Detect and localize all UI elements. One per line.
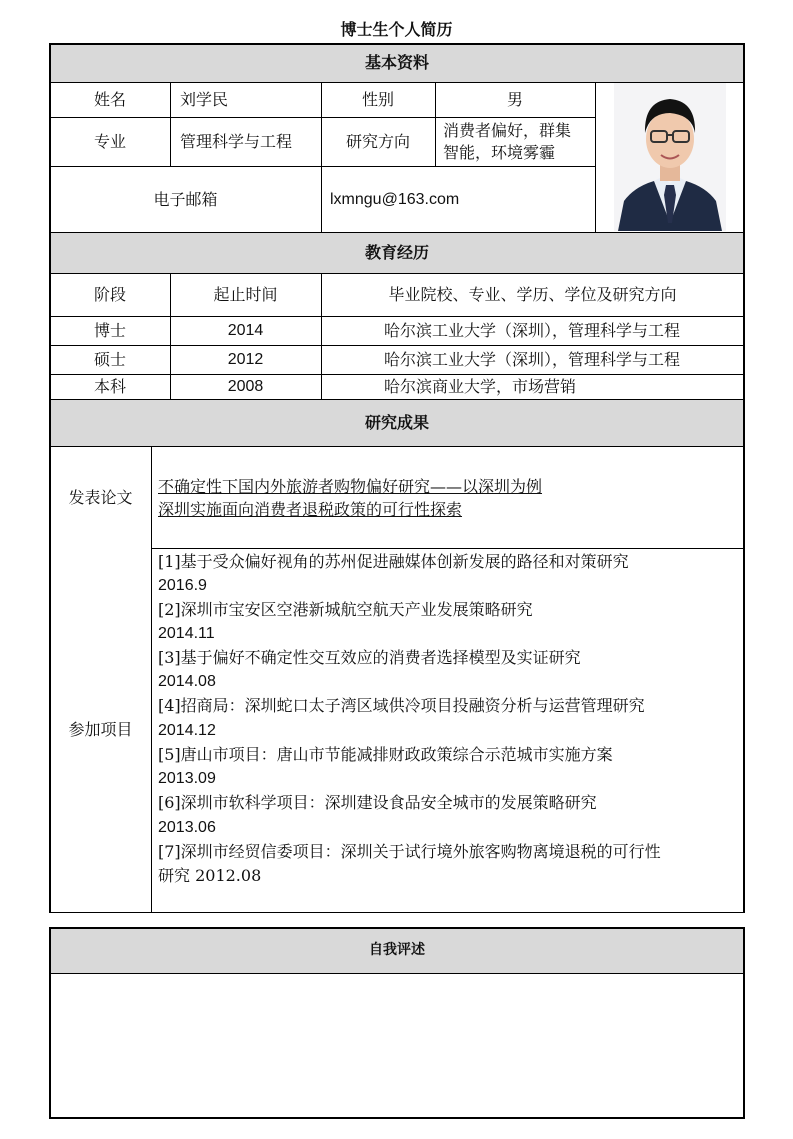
email-label: 电子邮箱 [153, 190, 218, 209]
profile-photo [614, 83, 726, 231]
major-value: 管理科学与工程 [180, 132, 293, 151]
edu-row-year: 2012 [227, 351, 264, 368]
project-title: [3]基于偏好不确定性交互效应的消费者选择模型及实证研究 [158, 648, 581, 667]
project-title: [5]唐山市项目：唐山市节能减排财政政策综合示范城市实施方案 [158, 745, 613, 764]
major-label: 专业 [93, 132, 126, 151]
edu-col-time: 起止时间 [213, 285, 278, 304]
gender-label: 性别 [361, 90, 394, 109]
research-direction-line1: 消费者偏好，群集 [443, 121, 572, 140]
name-label: 姓名 [93, 90, 126, 109]
papers-label: 发表论文 [68, 488, 133, 507]
edu-row-year: 2014 [227, 322, 264, 339]
edu-row-stage: 本科 [93, 377, 126, 396]
name-value: 刘学民 [180, 90, 229, 109]
project-title: [2]深圳市宝安区空港新城航空航天产业发展策略研究 [158, 600, 533, 619]
education-section-header: 教育经历 [364, 243, 429, 262]
edu-row-school: 哈尔滨商业大学，市场营销 [384, 377, 577, 396]
self-evaluation-header: 自我评述 [369, 942, 425, 958]
research-section-header: 研究成果 [364, 413, 429, 432]
project-date: 研究 2012.08 [158, 866, 262, 885]
gender-value: 男 [506, 90, 523, 109]
paper-item: 不确定性下国内外旅游者购物偏好研究——以深圳为例 [158, 477, 543, 496]
project-title: [4]招商局：深圳蛇口太子湾区域供冷项目投融资分析与运营管理研究 [158, 696, 645, 715]
project-date: 2014.12 [158, 722, 216, 739]
paper-item: 深圳实施面向消费者退税政策的可行性探索 [158, 500, 463, 519]
project-date: 2014.08 [158, 673, 216, 690]
page-title: 博士生个人简历 [340, 20, 453, 39]
project-date: 2014.11 [158, 625, 215, 642]
edu-row-year: 2008 [227, 378, 264, 395]
basic-section-header: 基本资料 [364, 53, 429, 72]
project-title: [6]深圳市软科学项目：深圳建设食品安全城市的发展策略研究 [158, 793, 597, 812]
portrait-image [614, 83, 726, 231]
research-direction-line2: 智能，环境雾霾 [443, 143, 556, 162]
project-date: 2013.09 [158, 770, 216, 787]
edu-col-school: 毕业院校、专业、学历、学位及研究方向 [388, 285, 677, 304]
self-evaluation-body [51, 974, 743, 1117]
project-date: 2016.9 [158, 577, 207, 594]
projects-label: 参加项目 [68, 720, 133, 739]
project-title: [7]深圳市经贸信委项目：深圳关于试行境外旅客购物离境退税的可行性 [158, 842, 661, 861]
edu-row-school: 哈尔滨工业大学（深圳），管理科学与工程 [384, 321, 681, 340]
edu-col-stage: 阶段 [93, 285, 126, 304]
research-direction-label: 研究方向 [345, 132, 410, 151]
edu-row-stage: 硕士 [93, 350, 126, 369]
email-value: lxmngu@163.com [330, 191, 460, 208]
project-title: [1]基于受众偏好视角的苏州促进融媒体创新发展的路径和对策研究 [158, 552, 629, 571]
edu-row-school: 哈尔滨工业大学（深圳），管理科学与工程 [384, 350, 681, 369]
project-date: 2013.06 [158, 819, 216, 836]
edu-row-stage: 博士 [93, 321, 126, 340]
